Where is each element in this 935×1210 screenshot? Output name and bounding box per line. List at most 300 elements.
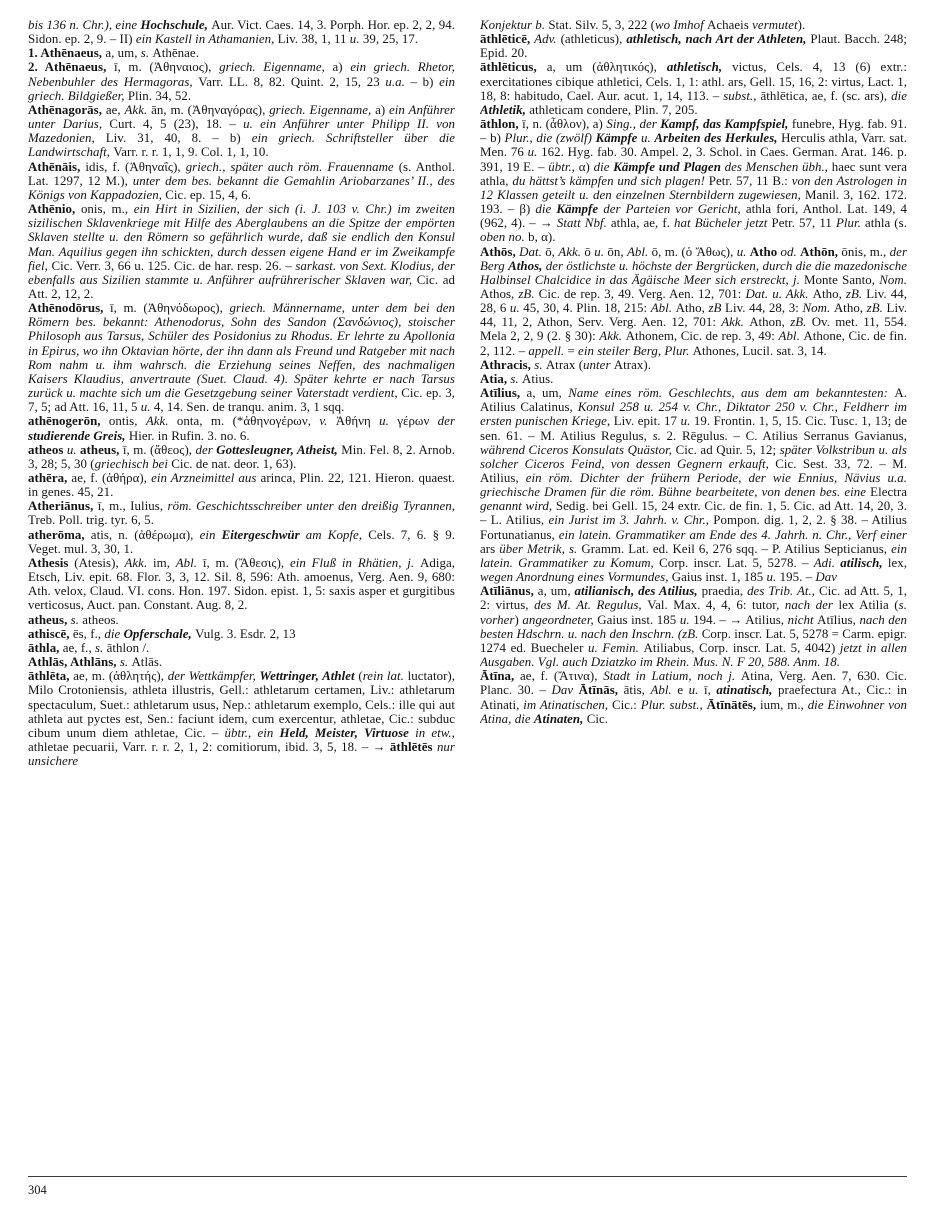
entry-text: 39, 25, 17. [362, 32, 419, 47]
entry-text: griech. Eigenname, [219, 60, 333, 75]
entry-emphasis: Kämpfe und Plagen [613, 159, 725, 174]
dictionary-entry [480, 386, 907, 584]
entry-text: Monte Santo, [804, 272, 880, 287]
entry-text: a, um (ἀθλητικός), [546, 60, 667, 75]
entry-text: Varr. LL. 8, 82. Quint. 2, 15, 23 [198, 74, 386, 89]
entry-text: (athleticus), [560, 32, 627, 47]
entry-text: Name eines röm. Geschlechts, aus dem am bekanntesten: [568, 386, 895, 401]
entry-text: Dav [551, 683, 579, 698]
entry-text: Nom. [879, 272, 907, 287]
entry-text: Dat. u. Akk. [745, 286, 813, 301]
entry-emphasis: athletisch, nach Art der Athleten, [626, 32, 811, 47]
dictionary-entry [28, 18, 455, 46]
entry-text: zB. [866, 301, 887, 316]
entry-text: ein [199, 527, 222, 542]
entry-text: du hättst’s kämpfen und sich plagen! [512, 173, 709, 188]
entry-emphasis: Athōs, [480, 244, 520, 259]
entry-text: ein latein. Grammatiker zu Komum, [480, 541, 907, 570]
entry-text: nach der [784, 598, 839, 613]
entry-text: des Menschen übh., [724, 159, 832, 174]
entry-text: ae, [105, 102, 125, 117]
entry-text: Atina, Verg. Aen. 7, 630. Cic. Planc. 30. – [480, 669, 907, 698]
entry-text: ātis, [623, 683, 651, 698]
entry-text: angeordneter, [522, 612, 598, 627]
entry-text: in etw., [415, 725, 455, 740]
entry-text: die Einwohner von Atina, die [480, 697, 907, 726]
entry-text: Cic. de rep. 3, 49. Verg. Aen. 12, 701: [538, 286, 746, 301]
entry-text: röm. Geschichtsschreiber unter den dreißig Tyrannen, [167, 499, 455, 514]
dictionary-entry [28, 669, 455, 768]
entry-text: bis 136 n. Chr.), eine [28, 18, 141, 32]
entry-text: u. Femin. [588, 640, 644, 655]
entry-text: s. [70, 612, 83, 627]
entry-text: ein latein. Grammatiker am Ende des 4. Jahrh. n. Chr., Verf einer [558, 527, 907, 542]
entry-emphasis: studierende Greis, [28, 428, 129, 443]
entry-text: nach den besten Hdschrn. u. nach den Inschrn. (zB. [480, 612, 907, 641]
entry-text: Petr. 57, 11 B.: [708, 173, 792, 188]
entry-text: Herculis athla, Varr. sat. Men. 76 [480, 131, 907, 160]
entry-text: ī, [703, 683, 717, 698]
entry-text: zB. [790, 315, 812, 330]
entry-emphasis: Opferschale, [123, 626, 196, 641]
entry-text: athletae pecuarii, Varr. r. r. 2, 1, 2: comitiorum, ibid. 3, 5, 18. – → [28, 739, 390, 754]
entry-text: Adv. [534, 32, 561, 47]
entry-text: ae, f. (Ἄτινα), [520, 669, 604, 684]
entry-emphasis: āthlēta, [28, 669, 74, 684]
entry-text: Hier. in Rufin. 3. no. 6. [128, 428, 250, 443]
entry-text: nicht [787, 612, 818, 627]
entry-emphasis: Athracis, [480, 357, 535, 372]
entry-text: Atīlius, [817, 612, 860, 627]
dictionary-entry [28, 60, 455, 102]
entry-text: Liv. 44, 28, 3: [725, 301, 803, 316]
entry-text: subst., [723, 88, 761, 103]
entry-text: 2. Rēgulus. – C. Atilius Serranus Gavianus, [666, 428, 907, 443]
dictionary-entry [28, 655, 455, 669]
entry-text: Athones, Lucil. sat. 3, 14. [692, 343, 827, 358]
entry-text: u. [527, 145, 542, 160]
entry-text: Aur. Vict. Caes. 14, 3. Porph. Hor. ep. 2, 2, 94. Sidon. ep. 2, 9. – II) [28, 18, 455, 47]
entry-text: Ἀθήνη [335, 414, 380, 429]
entry-text: praefectura At., Cic.: in Atinati, [480, 683, 907, 712]
entry-text: s. [94, 640, 107, 655]
entry-text: – b) [410, 74, 440, 89]
entry-text: idis, f. (Ἀθηναΐς), [85, 159, 186, 174]
entry-text: ) [514, 612, 523, 627]
entry-text: ī, m. (ἄθεος), [122, 442, 196, 457]
entry-text: luctator), Milo Crotoniensis, athleta illustris, Gell.: athletarum certamen, Liv.: athletarum spectaculum, Suet.: athletarum usus, Nep.: athletarum exemplo, Cels.: ille qui aut athleta aut pyctes est, Sen.: faciunt idem, cum exercentur, athletae, Cic.: subduc cibum unum diem athletae, Cic. – [28, 669, 455, 740]
entry-text: der Parteien vor Gericht, [603, 202, 746, 217]
entry-text: atheos. [82, 612, 119, 627]
entry-emphasis: āthlon, [480, 117, 523, 132]
dictionary-entry [480, 117, 907, 244]
entry-text: die [593, 159, 614, 174]
entry-text: (s. Anthol. Lat. 1297, 12 M.), [28, 159, 455, 188]
entry-text: Cic. ad Quir. 5, 12; [675, 442, 780, 457]
entry-text: u. [594, 244, 608, 259]
entry-text: übtr., [548, 159, 579, 174]
entry-text: Abl. [175, 555, 203, 570]
entry-text: ein röm. Dichter der frühern Periode, der wie Ennius, Nävius u.a. griechische Dramen für die röm. Bühne bearbeitete, von denen bes. eine [480, 471, 907, 500]
entry-text: nur unsichere [28, 739, 455, 769]
entry-text: der [195, 442, 217, 457]
entry-text: griech. Eigenname, [269, 102, 376, 117]
dictionary-entry [28, 103, 455, 160]
entry-text: Stat. Silv. 5, 3, 222 ( [548, 18, 655, 32]
entry-text: u. [641, 131, 655, 146]
entry-text: u. [140, 400, 154, 415]
entry-text: der östlichste u. höchste der Bergrücken, durch die die mazedonische Halbinsel Chalcidice in das Ägäische Meer sich erstreckt, j. [480, 258, 907, 287]
entry-emphasis: Kämpfe [556, 202, 604, 217]
entry-text: übtr., ein [224, 725, 280, 740]
entry-text: vermutet [752, 18, 798, 32]
entry-emphasis: 1. Athēnaeus, [28, 46, 106, 61]
entry-text: Cic. Sest. 33, 72. – M. Atilius, [480, 456, 907, 485]
entry-text: athla fori, Anthol. Lat. 149, 4 (962, 4). – → [480, 202, 907, 231]
entry-text: wegen Anordnung eines Vormundes, [480, 570, 672, 585]
entry-text: s. vorher [480, 598, 907, 627]
entry-text: ōnis, m., [841, 244, 890, 259]
entry-text: praedia, [701, 584, 748, 599]
entry-emphasis: Athlās, Athlāns, [28, 655, 120, 670]
entry-text: ō, m. (ὁ Ἄθως), [651, 244, 737, 259]
entry-text: ī, n. (ἆθλον), a) [522, 117, 607, 132]
entry-text: u. [509, 301, 524, 316]
entry-text: Liv. epit. 17 [613, 414, 681, 429]
entry-emphasis: āthlēticē, [480, 32, 535, 47]
entry-text: Cic. ep. 15, 4, 6. [165, 187, 252, 202]
entry-text: athla (s. [864, 216, 907, 231]
entry-text: oben no. [480, 230, 529, 245]
entry-text: ars [480, 541, 500, 556]
entry-text: onta, m. (*ἀθηνογέρων, [176, 414, 320, 429]
entry-emphasis: Arbeiten des Herkules, [654, 131, 782, 146]
entry-text: ( [358, 669, 363, 684]
dictionary-entry [28, 443, 455, 471]
entry-text: ō [584, 244, 595, 259]
entry-emphasis: athiscē, [28, 626, 73, 641]
entry-text: a, um, [537, 584, 575, 599]
entry-text: onis, m., [80, 202, 134, 217]
entry-text: Atius. [522, 371, 554, 386]
entry-text: wo Imhof [655, 18, 708, 32]
entry-text: Cic. ad Att. 5, 1, 2: virtus, [480, 584, 907, 613]
dictionary-entry [480, 584, 907, 669]
entry-emphasis: Athēnagorās, [28, 102, 106, 117]
entry-text: Vulg. 3. Esdr. 2, 13 [195, 626, 296, 641]
dictionary-entry [28, 556, 455, 613]
entry-emphasis: Atho [749, 244, 781, 259]
entry-text: Abl. [778, 329, 804, 344]
entry-emphasis: Ātīnās, [578, 683, 624, 698]
entry-text: Abl. [650, 683, 678, 698]
entry-emphasis: athēra, [28, 471, 72, 485]
entry-text: Athēnae. [152, 46, 199, 61]
entry-text: ein griech. Rhetor, Nebenbuhler des Hermagoras, [28, 60, 455, 89]
entry-text: der [437, 414, 455, 429]
entry-text: u. [349, 32, 363, 47]
entry-text: āthlētica, ae, f. (sc. ars), [760, 88, 892, 103]
entry-text: Cels. 7, 6. § 9. Veget. mul. 3, 30, 1. [28, 527, 455, 556]
entry-text: Adi. [813, 555, 841, 570]
entry-text: atis, n. (ἀθέρωμα), [90, 527, 200, 542]
page-footer [28, 1176, 907, 1198]
entry-text: genannt wird, [480, 499, 556, 514]
entry-text: Liv. 31, 40, 8. – b) [105, 131, 252, 146]
entry-text: von den Astrologen in 12 Klassen geteilt u. den einzelnen Sternbildern zugewiesen, [480, 173, 907, 202]
dictionary-entry [28, 528, 455, 556]
dictionary-entry [480, 60, 907, 117]
entry-text: s. [119, 655, 132, 670]
entry-emphasis: Athēnāis, [28, 159, 86, 174]
entry-emphasis: atheus, [80, 442, 123, 457]
entry-text: A. Atilius Calatinus, [480, 386, 907, 415]
entry-text: γέρων [397, 414, 438, 429]
entry-text: Atho, [675, 301, 709, 316]
entry-text: Adiga, Etsch, Liv. epit. 68. Flor. 3, 3, 12. Sil. 8, 596: Ath. amoenus, Verg. Aen. 9, 680: Ath. velox, Claud. VI. cons. Hon. 197. Sidon. epist. 1, 5: saxis asper et gurgitibus verticosus, Auct. pan. Constant. Aug. 8, 2. [28, 555, 455, 613]
entry-text: Gaius inst. 185 [597, 612, 680, 627]
entry-text: a) [332, 60, 351, 75]
entry-text: über Metrik, s. [499, 541, 582, 556]
entry-text: u. [66, 442, 81, 457]
entry-text: u.a. [385, 74, 411, 89]
entry-text: rein lat. [362, 669, 408, 684]
entry-text: Akk. [558, 244, 585, 259]
entry-text: v. [319, 414, 336, 429]
entry-text: Corp. inscr. Lat. 5, 5278. – [659, 555, 814, 570]
entry-emphasis: Atinaten, [533, 711, 587, 726]
entry-text: athla, ae, f. [610, 216, 675, 231]
entry-emphasis: Eitergeschwür [221, 527, 306, 542]
page-number: 304 [28, 1183, 47, 1197]
right-column [480, 18, 907, 1158]
entry-emphasis: Athēnodōrus, [28, 301, 111, 316]
entry-emphasis: āthlētēs [389, 739, 437, 754]
entry-text: Abl. [650, 301, 676, 316]
dictionary-entry [480, 358, 907, 372]
dictionary-entry [28, 641, 455, 655]
entry-emphasis: athēnogerōn, [28, 414, 109, 429]
dictionary-entry [480, 669, 907, 726]
entry-text: Sedig. bei Gell. 15, 24 extr. Cic. de fin. 1, 5. Cic. ad Att. 14, 20, 3. – L. Atilius, [480, 499, 907, 528]
entry-text: Achaeis [707, 18, 753, 32]
entry-text: funebre, Hyg. fab. 91. – b) [480, 117, 907, 146]
entry-emphasis: Kämpfe [595, 131, 642, 146]
entry-emphasis: Athletik, [480, 102, 530, 117]
entry-text: zB. [518, 286, 539, 301]
entry-text: Dat. [519, 244, 546, 259]
entry-emphasis: atheos [28, 442, 67, 457]
entry-text: Stadt in Latium, noch j. [603, 669, 741, 684]
entry-text: Cic. de nat. deor. 1, 63). [171, 456, 297, 471]
entry-text: sarkast. von Sext. Klodius, der ebenfalls aus Sizilien stammte u. Anführer aufrührerischer Sklaven war, [28, 258, 455, 287]
entry-text: ). [797, 18, 806, 32]
entry-text: zB. [845, 286, 867, 301]
entry-text: Plur. subst., [640, 697, 707, 712]
entry-text: Akk. [599, 329, 626, 344]
entry-text: ī, m. (Ἀθηνόδωρος), [110, 301, 230, 316]
dictionary-entry [28, 202, 455, 301]
entry-text: Atlās. [131, 655, 163, 670]
dictionary-entry [28, 414, 455, 442]
entry-text: lex Atilia ( [838, 598, 899, 613]
entry-text: hat Bücheler jetzt [674, 216, 772, 231]
dictionary-entry [28, 471, 455, 499]
entry-text: ein Arzneimittel aus [151, 471, 261, 485]
entry-emphasis: Athōn, [800, 244, 842, 259]
entry-text: Athonem, Cic. de rep. 3, 49: [625, 329, 779, 344]
entry-text: Cic. ad Att. 2, 12, 2. [28, 272, 455, 301]
entry-text: Atrax). [613, 357, 651, 372]
entry-text: Plur., die (zwölf) [504, 131, 596, 146]
entry-text: Sing., der [606, 117, 661, 132]
entry-emphasis: athletisch, [666, 60, 733, 75]
entry-text: 45, 30, 4. Plin. 18, 215: [523, 301, 651, 316]
dictionary-entry [28, 160, 455, 202]
entry-text: Liv. 44, 28, 6 [480, 286, 907, 316]
entry-text: s. [534, 357, 546, 372]
entry-text: Liv. 38, 1, 11 [277, 32, 350, 47]
entry-text: Athos, [480, 286, 519, 301]
entry-text: 4, 14. Sen. de tranqu. anim. 3, 1 sqq. [153, 400, 345, 415]
entry-text: zB [708, 301, 726, 316]
entry-text: s. [510, 371, 522, 386]
entry-text: u. [379, 414, 398, 429]
entry-text: = [567, 343, 579, 358]
dictionary-entry [28, 499, 455, 527]
entry-text: ī, m. (Ἄθεσις), [202, 555, 290, 570]
entry-text: Pompon. dig. 1, 2, 2. § 38. – Atilius Fortunatianus, [480, 513, 907, 542]
entry-text: od. [780, 244, 801, 259]
entry-text: ein Hirt in Sizilien, der sich (i. J. 103 v. Chr.) im zweiten sizilischen Sklavenkriege mit Hilfe des Aberglaubens an die Spitze der empörten Sklaven stellte u. den Römern so gefährlich wurde, daß sie endlich den Konsul Man. Aquilius gegen ihn schickten, durch dessen eigene Hand er im Zweikampfe fiel, [28, 202, 455, 273]
entry-text: Plaut. Bacch. 248; Epid. 20. [480, 32, 907, 61]
entry-text: ein Fluß in Rhätien, j. [289, 555, 420, 570]
entry-text: Plin. 34, 52. [127, 88, 192, 103]
dictionary-entry [480, 32, 907, 60]
entry-emphasis: Athesis [28, 555, 75, 570]
entry-emphasis: Held, Meister, Virtuose [279, 725, 416, 740]
entry-emphasis: Gottesleugner, Atheist, [216, 442, 342, 457]
entry-text: 195. – [779, 570, 816, 585]
entry-text: später Volkstribun u. als solcher Ciceros Feind, von dessen Gegnern erkauft, [480, 442, 907, 471]
entry-text: ō, [545, 244, 559, 259]
entry-text: u. [766, 570, 780, 585]
entry-text: a, um, [526, 386, 569, 401]
entry-text: die [891, 88, 907, 103]
entry-text: Atho, [833, 301, 867, 316]
dictionary-entry [480, 245, 907, 358]
entry-emphasis: atherōma, [28, 527, 91, 542]
dictionary-entry [28, 627, 455, 641]
entry-text: ōn, [607, 244, 627, 259]
entry-text: 162. Hyg. fab. 30. Ampel. 2, 3. Schol. in Caes. German. Arat. 146. p. 391, 19 E. – [480, 145, 907, 174]
entry-text: Corp. inscr. Lat. 5, 5278 = Carm. epigr. 1274 ed. Buecheler [480, 626, 907, 655]
entry-text: Manil. 3, 162. 172. 193. – β) [480, 187, 907, 217]
entry-text: griech., später auch röm. Frauenname [185, 159, 399, 174]
entry-text: s. [652, 428, 667, 443]
entry-text: u. ein Anführer unter Philipp II. von Mazedonien, [28, 117, 455, 146]
entry-emphasis: āthla, [28, 640, 63, 655]
entry-text: ēs, f., [72, 626, 105, 641]
entry-text: s. [140, 46, 153, 61]
entry-text: athleticam condere, Plin. 7, 205. [529, 102, 698, 117]
entry-text: Athone, Cic. de fin. 2, 112. – [480, 329, 907, 358]
entry-text: Konsul 258 u. 254 v. Chr., Diktator 250 v. Chr., Feldherr im ersten punischen Kriege, [480, 400, 907, 429]
entry-text: ium, m., [759, 697, 808, 712]
entry-text: Curt. 4, 5 (23), 18. – [109, 117, 244, 132]
entry-text: 194. – → Atilius, [693, 612, 788, 627]
entry-text: Athon, [749, 315, 791, 330]
entry-text: ae, f., [62, 640, 95, 655]
entry-text: b, α). [528, 230, 556, 245]
entry-text: unter [583, 357, 614, 372]
dictionary-entry [480, 372, 907, 386]
entry-emphasis: Atīlius, [480, 386, 527, 401]
entry-text: Akk. [145, 414, 177, 429]
entry-text: Ov. met. 11, 554. Mela 2, 2, 9 (2. § 30): [480, 315, 907, 344]
entry-text: ein Kastell in Athamanien, [135, 32, 278, 47]
entry-text: im Atinatischen, [523, 697, 612, 712]
entry-text: Treb. Poll. trig. tyr. 6, 5. [28, 513, 154, 528]
dictionary-entry [28, 46, 455, 60]
entry-text: Varr. r. r. 1, 1, 9. Col. 1, 1, 10. [113, 145, 269, 160]
dictionary-entry [480, 18, 907, 32]
entry-text: ontis, [108, 414, 146, 429]
text-columns [28, 18, 907, 1158]
entry-text: Cic. ep. 3, 7, 5; ad Att. 16, 11, 5 [28, 386, 455, 415]
entry-text: u. [688, 683, 704, 698]
entry-text: u. [679, 612, 694, 627]
dictionary-entry [28, 613, 455, 627]
entry-text: lex, [887, 555, 907, 570]
entry-text: u. [680, 414, 694, 429]
entry-emphasis: Wettringer, Athlet [259, 669, 359, 684]
entry-emphasis: āthlēticus, [480, 60, 547, 75]
entry-text: griechisch bei [94, 456, 172, 471]
entry-text: Nom. [802, 301, 834, 316]
entry-text: während Ciceros Konsulats Quästor, [480, 442, 676, 457]
entry-emphasis: atilianisch, des Atilius, [574, 584, 702, 599]
entry-text: der Wettkämpfer, [167, 669, 260, 684]
entry-text: Konjektur b. [480, 18, 549, 32]
entry-text: Atrax ( [545, 357, 584, 372]
entry-text: Cic. Verr. 3, 66 u. 125. Cic. de har. resp. 26. – [51, 258, 296, 273]
entry-text: haec sunt vera athla, [480, 159, 907, 188]
entry-text: āthlon /. [106, 640, 150, 655]
entry-text: appell. [528, 343, 568, 358]
entry-text: jetzt in allen Ausgaben. Vgl. auch Dziatzko im Rhein. Mus. N. F 20, 588. Anm. 18. [480, 640, 907, 670]
entry-text: ein griech. Schriftsteller über die Landwirtschaft, [28, 131, 455, 160]
entry-text: ān, m. (Ἀθηναγόρας), [151, 102, 270, 117]
entry-text: Atho, [812, 286, 846, 301]
entry-text: Min. Fel. 8, 2. Arnob. 3, 28; 5, 30 ( [28, 442, 455, 471]
entry-emphasis: atheus, [28, 612, 71, 627]
entry-emphasis: atilisch, [840, 555, 888, 570]
entry-text: ae, m. (ἀθλητής), [73, 669, 168, 684]
entry-text: des M. At. Regulus, [534, 598, 648, 613]
entry-text: Petr. 57, 11 [771, 216, 836, 231]
entry-emphasis: Atia, [480, 371, 511, 386]
entry-text: am Kopfe, [305, 527, 369, 542]
entry-text: Val. Max. 4, 4, 6: tutor, [647, 598, 785, 613]
entry-text: Gaius inst. 1, 185 [671, 570, 767, 585]
entry-emphasis: Atīliānus, [480, 584, 538, 599]
entry-emphasis: 2. Athēnaeus, [28, 60, 114, 75]
entry-text: a) [375, 102, 390, 117]
entry-text: e [677, 683, 689, 698]
entry-emphasis: Ātīnātēs, [706, 697, 760, 712]
entry-text: ī, m., Iulius, [97, 499, 168, 514]
